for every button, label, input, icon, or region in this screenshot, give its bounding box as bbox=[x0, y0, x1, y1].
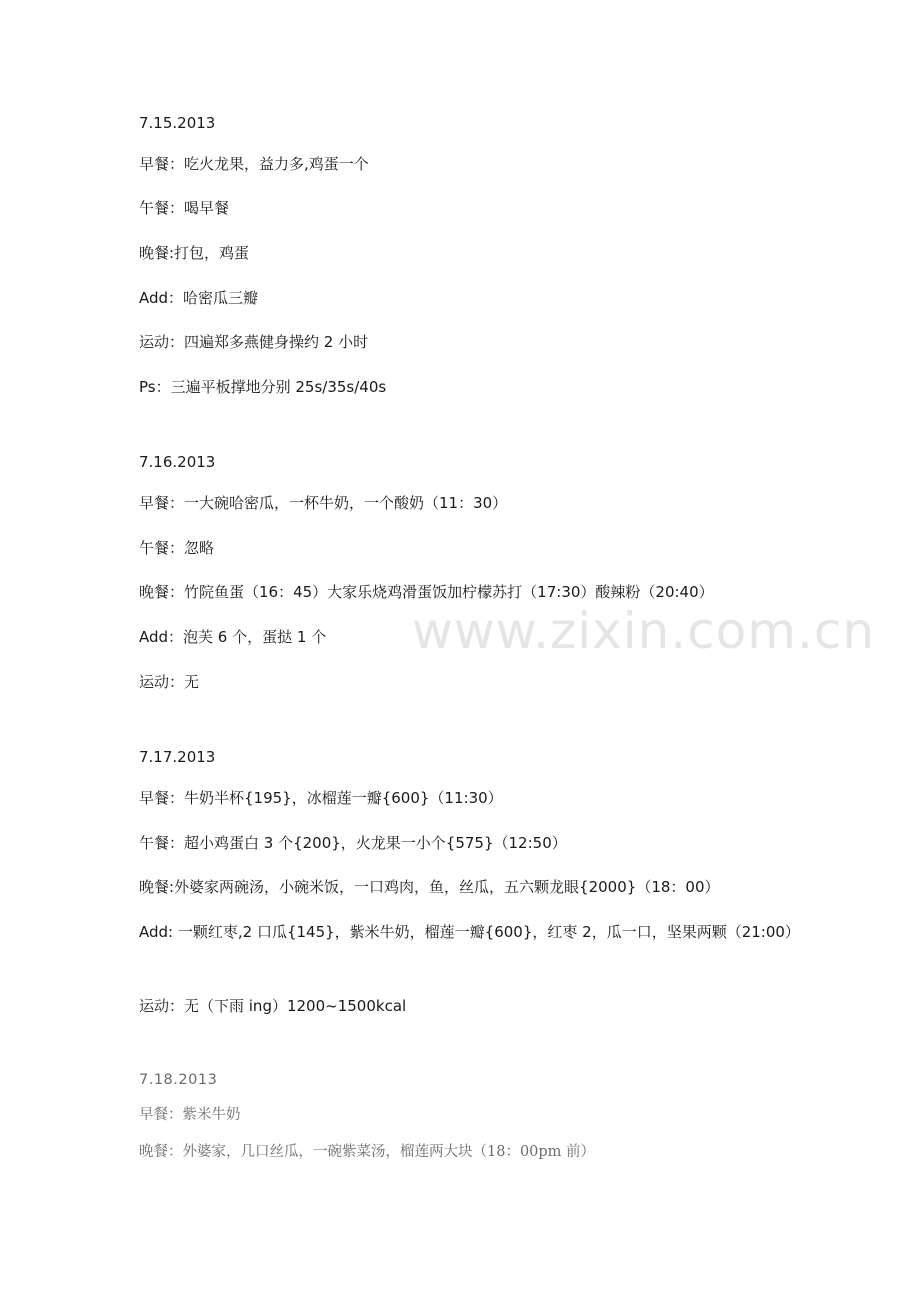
entry-lunch: 午餐：忽略 bbox=[139, 539, 215, 557]
entry-add: Add：哈密瓜三瓣 bbox=[139, 289, 259, 307]
day-date: 7.16.2013 bbox=[139, 453, 216, 471]
entry-exercise: 运动：无（下雨 ing）1200~1500kcal bbox=[139, 997, 407, 1015]
entry-add: Add：泡芙 6 个，蛋挞 1 个 bbox=[139, 628, 327, 646]
entry-lunch: 午餐：超小鸡蛋白 3 个{200}，火龙果一小个{575}（12:50） bbox=[139, 834, 567, 852]
entry-dinner: 晚餐：外婆家，几口丝瓜，一碗紫菜汤，榴莲两大块（18：00pm 前） bbox=[139, 1144, 596, 1160]
entry-ps: Ps：三遍平板撑地分别 25s/35s/40s bbox=[139, 378, 387, 396]
entry-dinner: 晚餐：竹院鱼蛋（16：45）大家乐烧鸡滑蛋饭加柠檬苏打（17:30）酸辣粉（20:40） bbox=[139, 583, 714, 601]
entry-add: Add: 一颗红枣,2 口瓜{145}，紫米牛奶，榴莲一瓣{600}，红枣 2，瓜一口，坚果两颗（21:00） bbox=[139, 923, 800, 941]
entry-breakfast: 早餐：一大碗哈密瓜，一杯牛奶，一个酸奶（11：30） bbox=[139, 494, 508, 512]
entry-breakfast: 早餐：吃火龙果，益力多,鸡蛋一个 bbox=[139, 155, 369, 173]
entry-dinner: 晚餐:打包，鸡蛋 bbox=[139, 244, 250, 262]
entry-exercise: 运动：无 bbox=[139, 673, 200, 691]
watermark: www.zixin.com.cn bbox=[412, 602, 876, 660]
day-date: 7.15.2013 bbox=[139, 114, 216, 132]
day-date: 7.17.2013 bbox=[139, 748, 216, 766]
entry-breakfast: 早餐：牛奶半杯{195}，冰榴莲一瓣{600}（11:30） bbox=[139, 789, 503, 807]
entry-dinner: 晚餐:外婆家两碗汤，小碗米饭，一口鸡肉，鱼，丝瓜，五六颗龙眼{2000}（18：00） bbox=[139, 878, 720, 896]
entry-lunch: 午餐：喝早餐 bbox=[139, 199, 230, 217]
entry-exercise: 运动：四遍郑多燕健身操约 2 小时 bbox=[139, 333, 369, 351]
entry-breakfast: 早餐：紫米牛奶 bbox=[139, 1107, 241, 1123]
day-date: 7.18.2013 bbox=[139, 1072, 218, 1088]
